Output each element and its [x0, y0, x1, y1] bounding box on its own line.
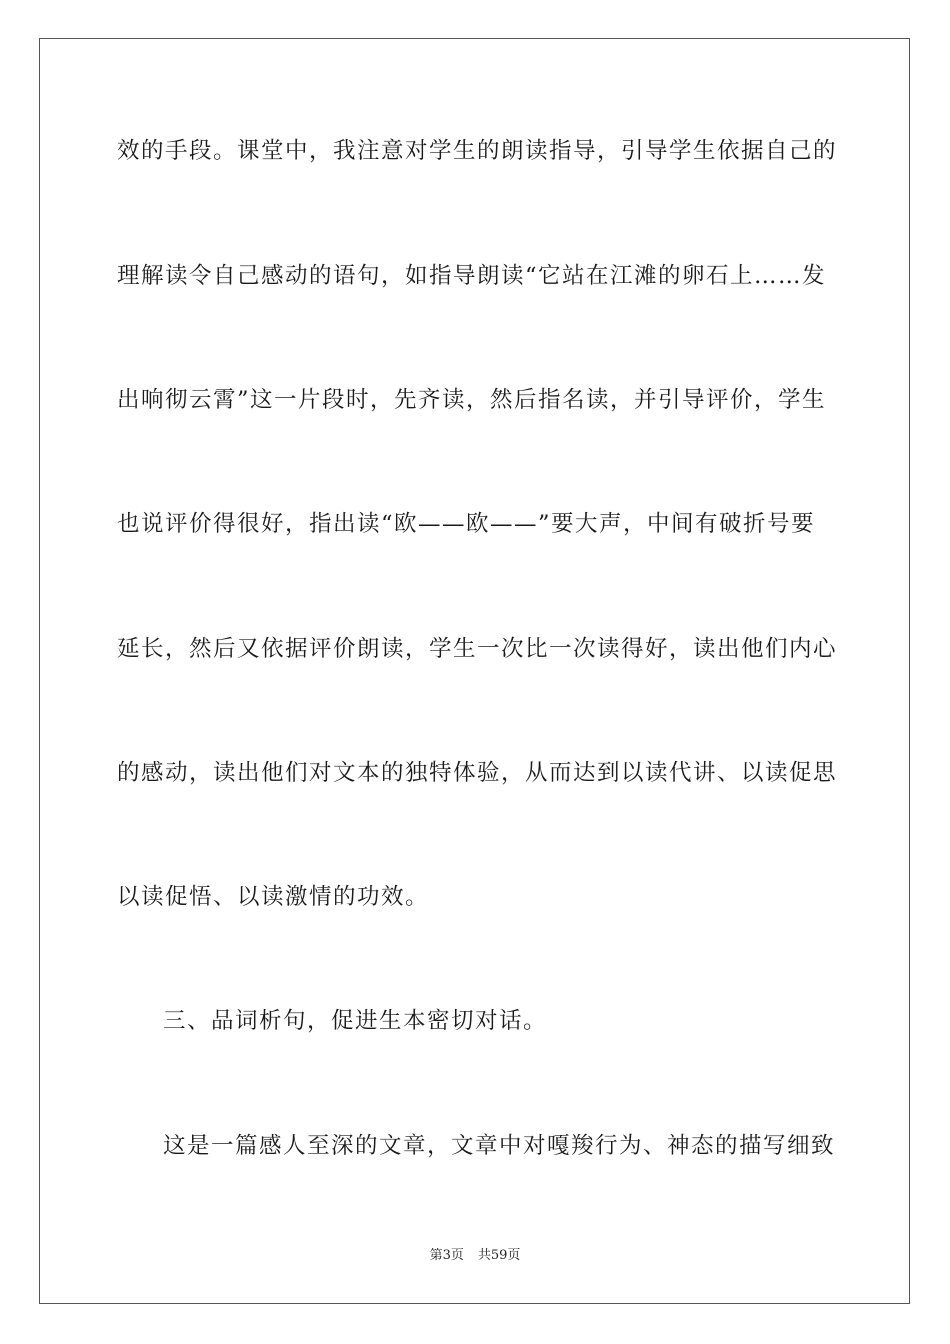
page-number: 第3页: [429, 1248, 464, 1263]
text-line-2: 理解读令自己感动的语句，如指导朗读“它站在江滩的卵石上……发: [117, 263, 827, 289]
section-heading: 三、品词析句，促进生本密切对话。: [163, 1008, 548, 1034]
text-line-5: 延长，然后又依据评价朗读，学生一次比一次读得好，读出他们内心: [117, 636, 838, 662]
page-border: [39, 38, 910, 1304]
text-line-9: 这是一篇感人至深的文章，文章中对嘎羧行为、神态的描写细致: [163, 1133, 836, 1159]
page-footer: [0, 1247, 950, 1265]
text-line-3: 出响彻云霄”这一片段时，先齐读，然后指名读，并引导评价，学生: [117, 387, 827, 413]
text-line-1: 效的手段。课堂中，我注意对学生的朗读指导，引导学生依据自己的: [117, 138, 838, 164]
total-pages: 共59页: [477, 1248, 521, 1263]
text-line-4: 也说评价得很好，指出读“欧——欧——”要大声，中间有破折号要: [117, 511, 816, 537]
text-line-7: 以读促悟、以读激情的功效。: [117, 884, 430, 910]
text-line-6: 的感动，读出他们对文本的独特体验，从而达到以读代讲、以读促思: [117, 760, 838, 786]
